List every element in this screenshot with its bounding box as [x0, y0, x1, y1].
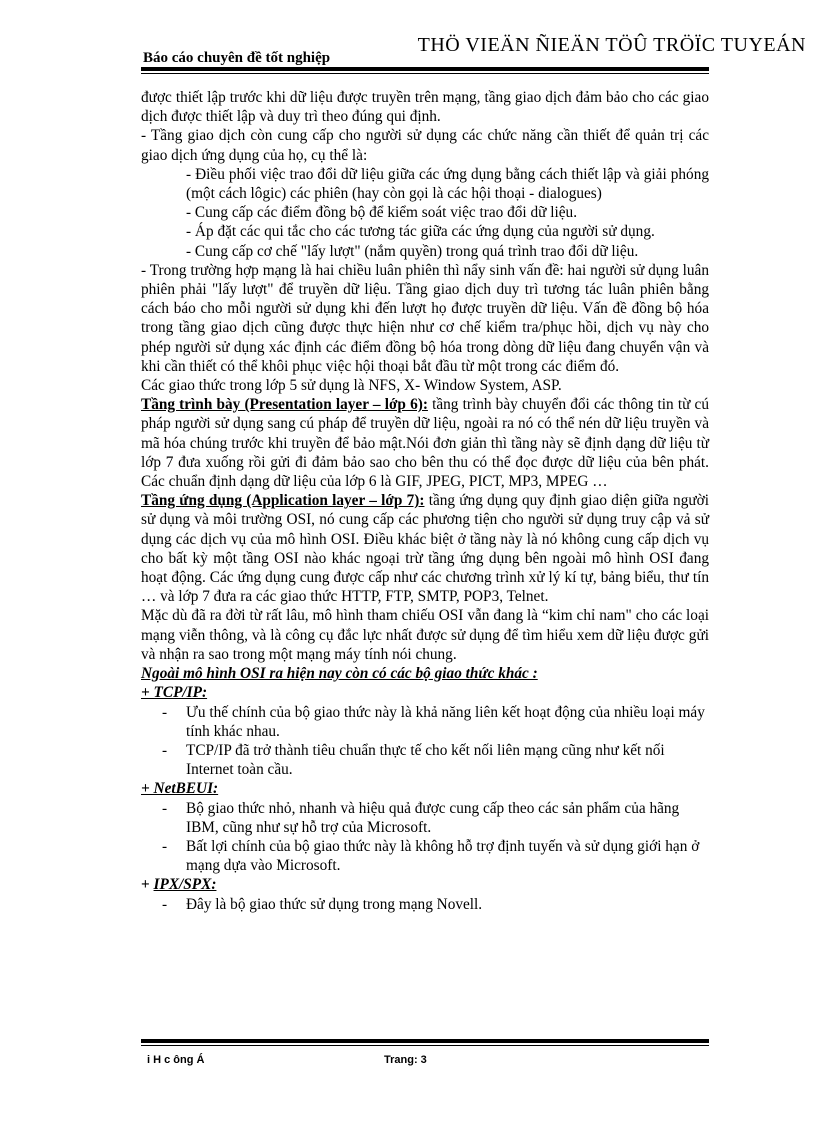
section-heading: Tầng ứng dụng (Application layer – lớp 7): — [141, 492, 425, 510]
netbeui-list — [141, 799, 709, 876]
ipx-spx-heading: IPX/SPX: — [153, 876, 217, 894]
tcp-ip-heading: + TCP/IP: — [141, 684, 208, 702]
section-heading: Tầng trình bày (Presentation layer – lớp 6): — [141, 396, 428, 414]
indented-item: - Điều phối việc trao đổi dữ liệu giữa các ứng dụng bằng cách thiết lập và giải phóng (một cách lôgic) các phiên (hay còn gọi là các hội thoại - dialogues) — [186, 165, 709, 203]
body-text — [141, 88, 709, 914]
list-item: - TCP/IP đã trở thành tiêu chuẩn thực tế cho kết nối liên mạng cũng như kết nối Internet toàn cầu. — [141, 741, 709, 779]
indented-item: - Cung cấp cơ chế "lấy lượt" (nắm quyền) trong quá trình trao đổi dữ liệu. — [186, 242, 639, 260]
application-layer-paragraph — [141, 491, 709, 606]
indented-item: - Cung cấp các điểm đồng bộ để kiểm soát việc trao đổi dữ liệu. — [186, 204, 578, 222]
list-item: - Đây là bộ giao thức sử dụng trong mạng Novell. — [141, 895, 709, 914]
page-number: Trang: 3 — [384, 1054, 427, 1066]
plus-sign: + — [141, 876, 154, 894]
ipx-spx-list — [141, 895, 709, 914]
list-item: - Ưu thế chính của bộ giao thức này là khả năng liên kết hoạt động của nhiều loại máy tính khác nhau. — [141, 703, 709, 741]
header-title: Báo cáo chuyên đề tốt nghiệp — [143, 50, 331, 66]
header-library-name: THÖ VIEÄN ÑIEÄN TÖÛ TRÖÏC TUYEÁN — [417, 34, 806, 56]
list-item: - Bất lợi chính của bộ giao thức này là không hỗ trợ định tuyến và sử dụng giới hạn ở mạng dựa vào Microsoft. — [141, 837, 709, 875]
footer-rule-thin — [141, 1045, 709, 1046]
paragraph: được thiết lập trước khi dữ liệu được truyền trên mạng, tầng giao dịch đảm bảo cho các giao dịch được thiết lập và duy trì theo đúng qui định. — [141, 89, 709, 126]
section-text: tầng ứng dụng quy định giao diện giữa người sử dụng và môi trường OSI, nó cung cấp các phương tiện cho người sử dụng truy cập vả sử dụng các dịch vụ của mô hình OSI. Điều khác biệt ở tầng này là nó không cung cấp dịch vụ cho bất kỳ một tầng OSI nào khác ngoại trừ tầng ứng dụng bên ngoài mô hình OSI đang hoạt động. Các ứng dụng cung được cấp như các chương trình xử lý kí tự, bảng biểu, thư tín … và lớp 7 đưa ra các giao thức HTTP, FTP, SMTP, POP3, Telnet. — [141, 492, 709, 606]
paragraph: - Tầng giao dịch còn cung cấp cho người sử dụng các chức năng cần thiết để quản trị các giao dịch ứng dụng của họ, cụ thể là: — [141, 127, 709, 164]
other-protocols-heading: Ngoài mô hình OSI ra hiện nay còn có các bộ giao thức khác : — [141, 665, 538, 683]
tcp-ip-list — [141, 703, 709, 780]
header-rule-thin — [141, 73, 709, 74]
paragraph: Mặc dù đã ra đời từ rất lâu, mô hình tham chiếu OSI vẫn đang là “kim chỉ nam" cho các loại mạng viễn thông, và là công cụ đắc lực nhất được sử dụng để tìm hiểu xem dữ liệu được gửi và nhận ra sao trong một mạng máy tính nói chung. — [141, 607, 709, 663]
section-text: tầng trình bày chuyển đổi các thông tin từ cú pháp người sử dụng sang cú pháp để truyền dữ liệu, ngoài ra nó có thể nén dữ liệu truyền và mã hóa chúng trước khi truyền để bảo mật.Nói đơn giản thì tầng này sẽ định dạng dữ liệu từ lớp 7 đưa xuống rồi gửi đi đảm bảo sao cho bên thu có thể đọc được dữ liệu của bên phát. Các chuẩn định dạng dữ liệu của lớp 6 là GIF, JPEG, PICT, MP3, MPEG … — [141, 396, 709, 491]
netbeui-heading: + NetBEUI: — [141, 780, 219, 798]
list-item: - Bộ giao thức nhỏ, nhanh và hiệu quả được cung cấp theo các sản phẩm của hãng IBM, cũng như sự hỗ trợ của Microsoft. — [141, 799, 709, 837]
footer-school: i H c ông Á — [147, 1054, 205, 1066]
paragraph: - Trong trường hợp mạng là hai chiều luân phiên thì nẩy sinh vấn đề: hai người sử dụng luân phiên phải "lấy lượt" để truyền dữ liệu. Tầng giao dịch duy trì tương tác luân phiên bằng cách báo cho mỗi người sử dụng khi đến lượt họ được truyền dữ liệu. Vấn đề đồng bộ hóa trong tầng giao dịch cũng được thực hiện như cơ chế kiểm tra/phục hồi, dịch vụ này cho phép người sử dụng xác định các điểm đồng bộ hóa trong dòng dữ liệu đang chuyển vận và khi cần thiết có thể khôi phục việc hội thoại bắt đầu từ một trong các điểm đó. — [141, 261, 709, 375]
footer-rule — [141, 1039, 709, 1043]
paragraph: Các giao thức trong lớp 5 sử dụng là NFS, X- Window System, ASP. — [141, 377, 562, 395]
presentation-layer-paragraph — [141, 395, 709, 491]
indented-item: - Áp đặt các qui tắc cho các tương tác giữa các ứng dụng của người sử dụng. — [186, 223, 655, 241]
ipx-spx-heading-line — [141, 875, 709, 894]
header-rule — [141, 67, 709, 71]
